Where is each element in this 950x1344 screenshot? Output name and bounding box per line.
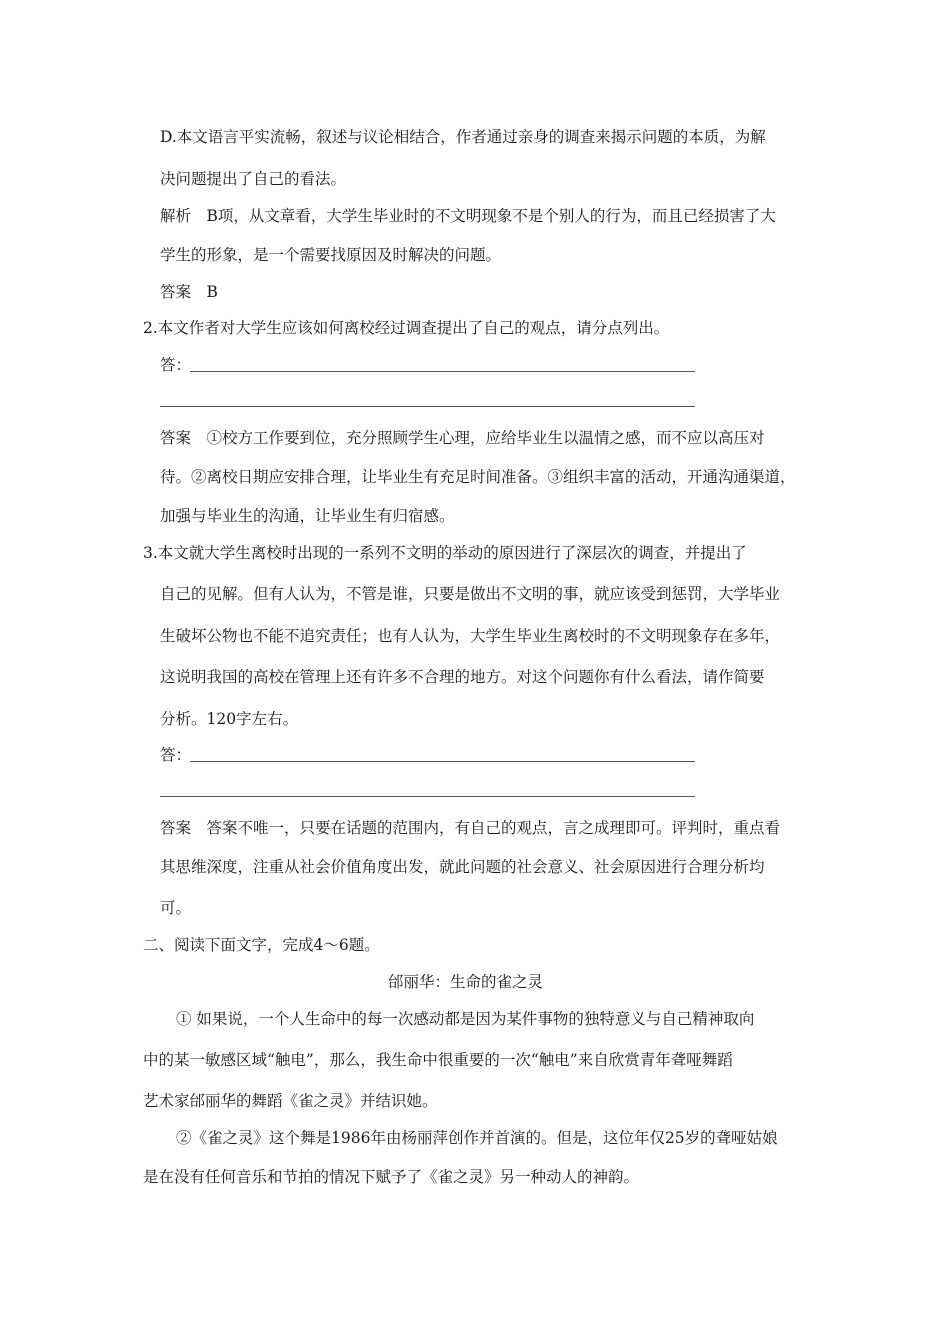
article-paragraph-line: ②《雀之灵》这个舞是1986年由杨丽萍创作并首演的。但是，这位年仅25岁的聋哑姑娘 [176,1129,778,1147]
q3-answer-line: 可。 [160,899,192,917]
q3-question-line: 自己的见解。但有人认为，不管是谁，只要是做出不文明的事，就应该受到惩罚，大学毕业 [160,585,781,603]
article-paragraph-line: 是在没有任何音乐和节拍的情况下赋予了《雀之灵》另一种动人的神韵。 [143,1168,640,1186]
q3-question-line: 3.本文就大学生离校时出现的一系列不文明的举动的原因进行了深层次的调查，并提出了 [143,544,747,562]
article-paragraph-line: 中的某一敏感区域“触电”，那么，我生命中很重要的一次“触电”来自欣赏青年聋哑舞蹈 [143,1051,733,1069]
q2-question: 2.本文作者对大学生应该如何离校经过调查提出了自己的观点，请分点列出。 [143,319,670,337]
article-paragraph-line: 艺术家邰丽华的舞蹈《雀之灵》并结识她。 [143,1092,438,1110]
option-d-line: D.本文语言平实流畅，叙述与议论相结合，作者通过亲身的调查来揭示问题的本质，为解 [160,128,766,146]
article-paragraph-line: ① 如果说，一个人生命中的每一次感动都是因为某件事物的独特意义与自己精神取向 [176,1010,755,1028]
section-heading: 二、阅读下面文字，完成4～6题。 [143,936,380,954]
q3-question-line: 这说明我国的高校在管理上还有许多不合理的地方。对这个问题你有什么看法，请作简要 [160,668,765,686]
analysis-line: 学生的形象，是一个需要找原因及时解决的问题。 [160,246,502,264]
q2-answer-blank[interactable] [190,371,695,372]
q2-answer-prompt: 答： [160,356,192,374]
q3-question-line: 分析。120字左右。 [160,710,299,728]
q3-question-line: 生破坏公物也不能不追究责任；也有人认为，大学生毕业生离校时的不文明现象存在多年， [160,627,781,645]
q3-answer-blank[interactable] [190,761,695,762]
q2-answer-line: 答案 ①校方工作要到位，充分照顾学生心理，应给毕业生以温情之感，而不应以高压对 [160,429,765,447]
q3-answer-blank[interactable] [160,796,695,797]
q1-answer: 答案 B [160,283,218,301]
q2-answer-blank[interactable] [160,406,695,407]
q3-answer-line: 其思维深度，注重从社会价值角度出发，就此问题的社会意义、社会原因进行合理分析均 [160,858,765,876]
option-d-line: 决问题提出了自己的看法。 [160,170,347,188]
q2-answer-line: 加强与毕业生的沟通，让毕业生有归宿感。 [160,507,455,525]
q3-answer-prompt: 答： [160,746,192,764]
q3-answer-line: 答案 答案不唯一，只要在话题的范围内，有自己的观点，言之成理即可。评判时，重点看 [160,819,781,837]
analysis-line: 解析 B项，从文章看，大学生毕业时的不文明现象不是个别人的行为，而且已经损害了大 [160,207,776,225]
article-title: 邰丽华：生命的雀之灵 [388,973,544,991]
q2-answer-line: 待。②离校日期应安排合理，让毕业生有充足时间准备。③组织丰富的活动，开通沟通渠道， [160,468,796,486]
